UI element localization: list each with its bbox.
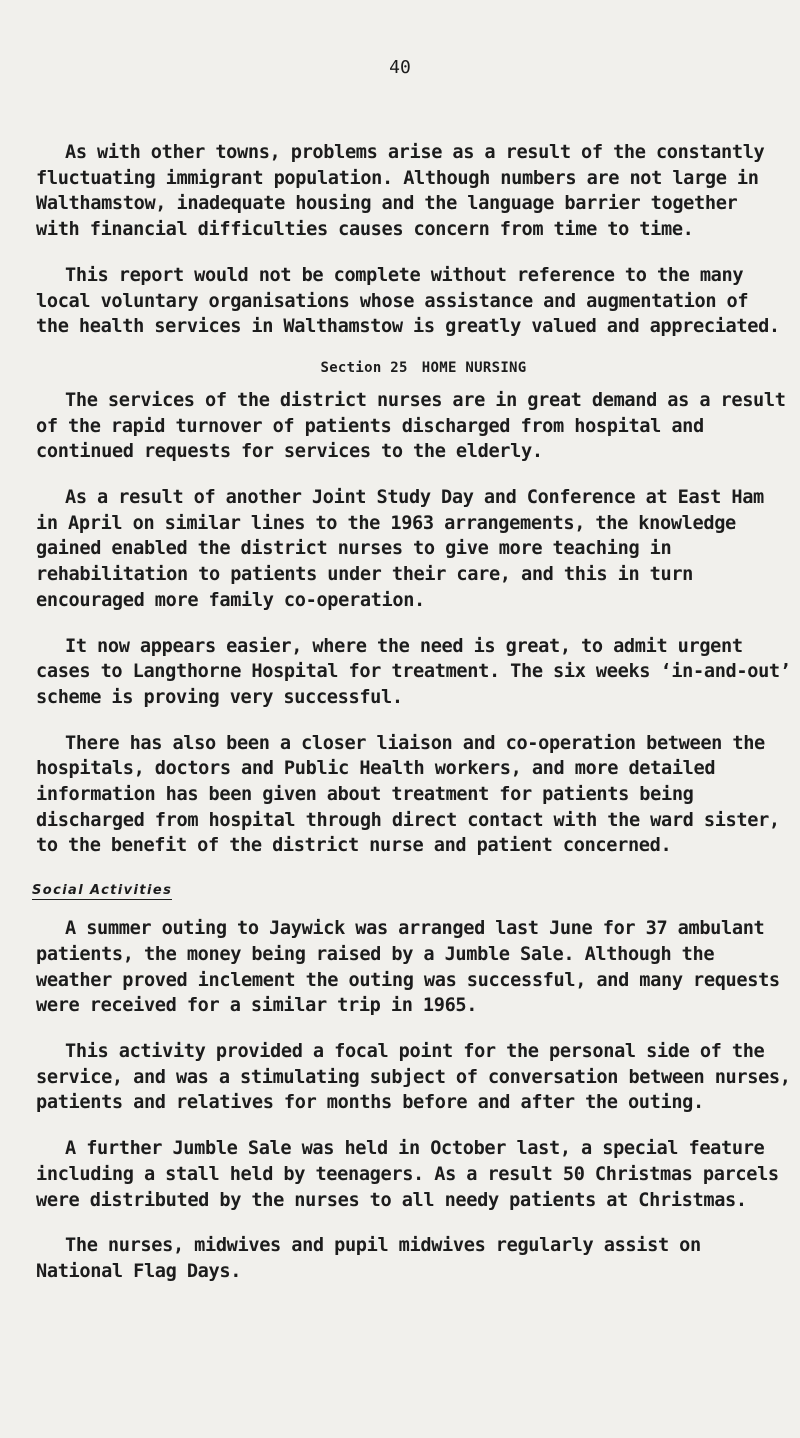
paragraph-joint-study-day: As a result of another Joint Study Day and Conference at East Ham in April on similar lines to the 1963 arrangements, the knowledge gained enabled the district nurses to give more teaching in rehabilitation to patients under their care, and this in turn encouraged more family co-operation. — [36, 487, 764, 611]
paragraph-langthorne-hospital: It now appears easier, where the need is great, to admit urgent cases to Langthorne Hospital for treatment. The six weeks ‘in-and-out’ scheme is proving very successful. — [36, 635, 791, 708]
section-title: HOME NURSING — [421, 359, 527, 376]
paragraph-jumble-sale: A further Jumble Sale was held in October last, a special feature including a stall held by teenagers. As a result 50 Christmas parcels were distributed by the nurses to all needy patients at Christmas. — [36, 1138, 779, 1211]
paragraph-focal-point: This activity provided a focal point for the personal side of the service, and was a stimulating subject of conversation between nurses, patients and relatives for months before and after the outing. — [36, 1040, 791, 1114]
section-heading — [36, 360, 791, 376]
paragraph-district-nurses-demand: The services of the district nurses are in great demand as a result of the rapid turnover of patients discharged from hospital and continued requests for services to the elderly. — [36, 389, 786, 463]
document-body — [32, 140, 791, 1305]
paragraph-immigrant-population: As with other towns, problems arise as a result of the constantly fluctuating immigrant population. Although numbers are not large in Walthamstow, inadequate housing and the language barrier together with financial difficulties causes concern from time to time. — [36, 142, 765, 241]
paragraph-voluntary-organisations: This report would not be complete without reference to the many local voluntary organisations whose assistance and augmentation of the health services in Walthamstow is greatly valued and appreciated. — [36, 264, 780, 338]
page-number: 40 — [389, 57, 411, 78]
section-number: Section 25 — [320, 359, 408, 376]
subheading-social-activities: Social Activities — [32, 883, 173, 899]
paragraph-jaywick-outing: A summer outing to Jaywick was arranged last June for 37 ambulant patients, the money being raised by a Jumble Sale. Although the weather proved inclement the outing was successful, and many requests were received for a similar trip in 1965. — [36, 918, 780, 1017]
paragraph-flag-days: The nurses, midwives and pupil midwives regularly assist on National Flag Days. — [36, 1235, 701, 1282]
paragraph-closer-liaison: There has also been a closer liaison and co-operation between the hospitals, doctors and Public Health workers, and more detailed information has been given about treatment for patients being discharged from hospital through direct contact with the ward sister, to the benefit of the district nurse and patient concerned. — [36, 732, 780, 857]
